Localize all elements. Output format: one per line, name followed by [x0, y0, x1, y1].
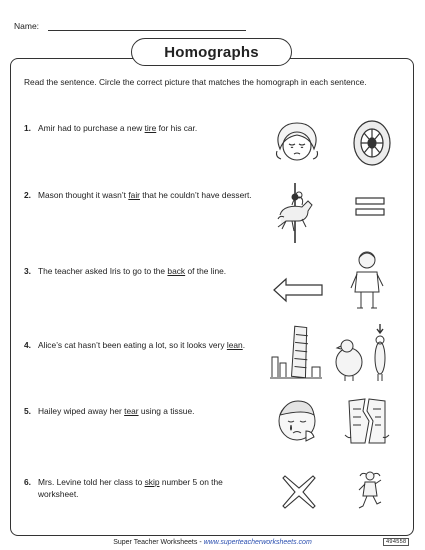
back-arrow-icon[interactable]	[272, 277, 324, 303]
equals-sign-icon[interactable]	[355, 196, 385, 218]
question-3	[24, 265, 259, 277]
skipping-girl-icon[interactable]	[357, 470, 383, 512]
boy-back-icon[interactable]	[349, 250, 385, 312]
footer-url-link[interactable]: www.superteacherworksheets.com	[203, 539, 312, 546]
homograph-word: tire	[144, 123, 157, 133]
footer-site-name: Super Teacher Worksheets	[113, 539, 198, 546]
question-number: 2.	[24, 190, 31, 200]
question-text: Mason thought it wasn’t fair that he couldn’t have dessert.	[38, 190, 252, 200]
question-5	[24, 405, 259, 417]
homograph-word: skip	[144, 477, 160, 487]
instructions: Read the sentence. Circle the correct picture that matches the homograph in each sentence.	[24, 77, 367, 87]
crying-boy-icon[interactable]	[274, 397, 320, 443]
homograph-word: tear	[124, 406, 139, 416]
question-2	[24, 189, 259, 201]
homograph-word: lean	[226, 340, 243, 350]
question-text: The teacher asked Iris to go to the back of the line.	[38, 266, 227, 276]
question-text: Alice’s cat hasn’t been eating a lot, so it looks very lean.	[38, 340, 246, 350]
worksheet-code: 494558	[383, 538, 409, 546]
question-number: 3.	[24, 266, 31, 276]
name-line[interactable]	[48, 30, 246, 31]
torn-paper-icon[interactable]	[343, 395, 391, 447]
question-text: Mrs. Levine told her class to skip number 5 on the worksheet.	[38, 477, 223, 499]
question-number: 4.	[24, 340, 31, 350]
question-6	[24, 476, 259, 500]
x-mark-icon[interactable]	[281, 474, 317, 510]
fat-thin-chicken-icon[interactable]	[333, 324, 393, 382]
question-4	[24, 339, 259, 351]
tired-girl-face-icon[interactable]	[272, 121, 322, 163]
footer: Super Teacher Worksheets - www.superteacherworksheets.com	[113, 539, 312, 546]
question-text: Hailey wiped away her tear using a tissue.	[38, 406, 195, 416]
homograph-word: fair	[128, 190, 140, 200]
leaning-tower-icon[interactable]	[270, 323, 322, 381]
car-tire-icon[interactable]	[351, 119, 393, 167]
question-text: Amir had to purchase a new tire for his car.	[38, 123, 198, 133]
carousel-horse-icon[interactable]	[272, 183, 318, 243]
name-label: Name:	[14, 21, 40, 31]
question-1	[24, 122, 259, 134]
page-title: Homographs	[131, 38, 292, 66]
homograph-word: back	[167, 266, 186, 276]
question-number: 5.	[24, 406, 31, 416]
question-number: 1.	[24, 123, 31, 133]
question-number: 6.	[24, 477, 31, 487]
